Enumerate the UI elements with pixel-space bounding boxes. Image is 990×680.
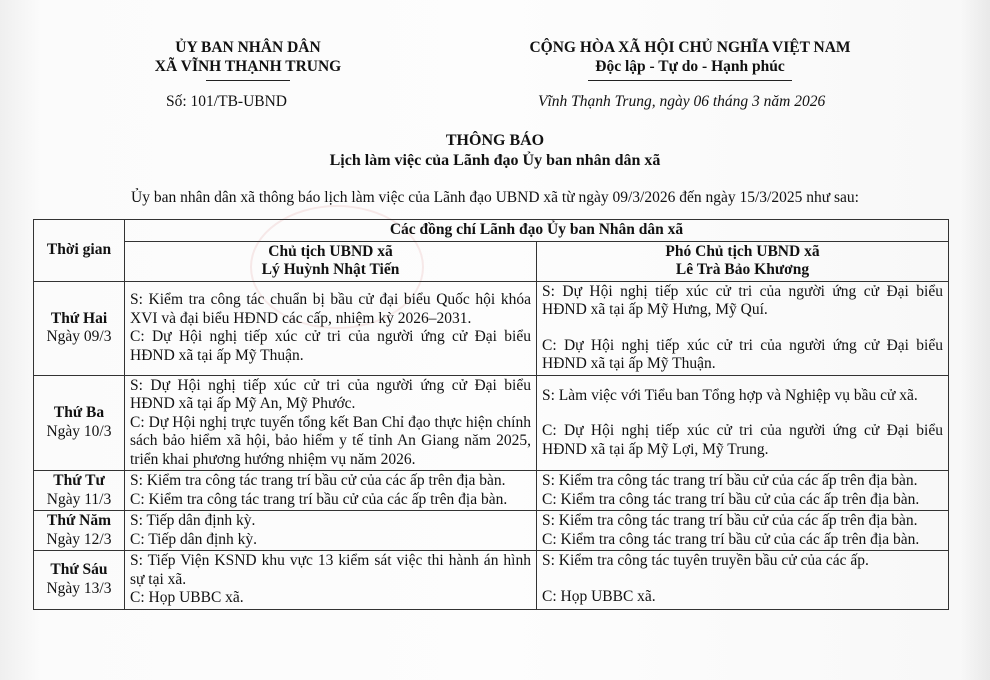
leader2-name: Lê Trà Bảo Khương <box>675 261 810 278</box>
nation-line-1: CỘNG HÒA XÃ HỘI CHỦ NGHĨA VIỆT NAM <box>529 39 851 56</box>
issuing-agency <box>128 38 368 76</box>
leader1-schedule <box>125 375 537 471</box>
day-name: Thứ Sáu <box>50 561 108 579</box>
intro-paragraph: Ủy ban nhân dân xã thông báo lịch làm việc của Lãnh đạo UBND xã từ ngày 09/3/2026 đến ngày 15/3/2025 như sau: <box>131 189 859 206</box>
leader1-header <box>125 241 537 281</box>
morning-task: S: Kiểm tra công tác trang trí bầu cử của các ấp trên địa bàn. <box>542 472 918 489</box>
leader2-schedule <box>537 471 949 511</box>
table-header-row <box>34 220 949 242</box>
afternoon-task: C: Dự Hội nghị trực tuyến tổng kết Ban Chỉ đạo thực hiện chính sách bảo hiểm xã hội, bảo hiểm y tế tỉnh An Giang năm 2025, triển khai phương hướng nhiệm vụ năm 2026. <box>130 413 531 468</box>
day-date: Ngày 10/3 <box>46 422 112 440</box>
leader2-schedule <box>537 281 949 375</box>
morning-task: S: Tiếp dân định kỳ. <box>130 512 256 529</box>
national-motto <box>490 38 890 76</box>
afternoon-task: C: Kiểm tra công tác trang trí bầu cử của các ấp trên địa bàn. <box>542 490 920 508</box>
afternoon-task: C: Tiếp dân định kỳ. <box>130 530 258 548</box>
afternoon-task: C: Kiểm tra công tác trang trí bầu cử của các ấp trên địa bàn. <box>130 490 508 508</box>
day-cell <box>34 511 125 551</box>
day-cell <box>34 471 125 511</box>
leader2-role: Phó Chủ tịch UBND xã <box>665 242 820 260</box>
morning-task: S: Kiểm tra công tác trang trí bầu cử của các ấp trên địa bàn. <box>130 472 506 489</box>
leader2-schedule <box>537 375 949 471</box>
table-row <box>34 471 949 511</box>
morning-task: S: Kiểm tra công tác chuẩn bị bầu cử đại biểu Quốc hội khóa XVI và đại biểu HĐND các cấp, nhiệm kỳ 2026–2031. <box>130 291 531 327</box>
afternoon-task: C: Dự Hội nghị tiếp xúc cử tri của người ứng cử Đại biểu HĐND xã tại ấp Mỹ Thuận. <box>130 328 531 364</box>
leader1-schedule <box>125 511 537 551</box>
day-date: Ngày 13/3 <box>46 579 112 597</box>
morning-task: S: Dự Hội nghị tiếp xúc cử tri của người ứng cử Đại biểu HĐND xã tại ấp Mỹ An, Mỹ Phước. <box>130 376 531 412</box>
morning-task: S: Kiểm tra công tác tuyên truyền bầu cử của các ấp. <box>542 552 869 569</box>
afternoon-task: C: Kiểm tra công tác trang trí bầu cử của các ấp trên địa bàn. <box>542 530 920 548</box>
leader1-schedule <box>125 281 537 375</box>
table-row <box>34 281 949 375</box>
table-subheader-row <box>34 241 949 281</box>
afternoon-task: C: Dự Hội nghị tiếp xúc cử tri của người ứng cử Đại biểu HĐND xã tại ấp Mỹ Lợi, Mỹ Trung. <box>542 422 943 458</box>
leaders-group-header: Các đồng chí Lãnh đạo Ủy ban Nhân dân xã <box>125 220 949 242</box>
time-column-header: Thời gian <box>34 220 125 282</box>
morning-task: S: Kiểm tra công tác trang trí bầu cử của các ấp trên địa bàn. <box>542 512 918 529</box>
table-row <box>34 375 949 471</box>
afternoon-task: C: Họp UBBC xã. <box>542 587 656 605</box>
day-date: Ngày 11/3 <box>46 490 112 508</box>
day-date: Ngày 12/3 <box>46 530 112 548</box>
day-cell <box>34 375 125 471</box>
day-date: Ngày 09/3 <box>46 328 112 345</box>
day-name: Thứ Hai <box>50 309 108 327</box>
document-date: Vĩnh Thạnh Trung, ngày 06 tháng 3 năm 2026 <box>538 93 826 110</box>
leader2-schedule <box>537 551 949 610</box>
title-main: THÔNG BÁO <box>445 132 545 149</box>
agency-underline <box>206 80 290 81</box>
afternoon-task: C: Họp UBBC xã. <box>130 589 244 606</box>
schedule-table <box>33 219 949 610</box>
day-cell <box>34 281 125 375</box>
morning-task: S: Tiếp Viện KSND khu vực 13 kiểm sát việc thi hành án hình sự tại xã. <box>130 552 531 588</box>
title-sub: Lịch làm việc của Lãnh đạo Ủy ban nhân dân xã <box>329 152 661 169</box>
afternoon-task: C: Dự Hội nghị tiếp xúc cử tri của người ứng cử Đại biểu HĐND xã tại ấp Mỹ Thuận. <box>542 336 943 372</box>
leader1-role: Chủ tịch UBND xã <box>268 242 393 260</box>
leader1-name: Lý Huỳnh Nhật Tiến <box>261 261 400 278</box>
day-name: Thứ Năm <box>47 512 111 529</box>
day-cell <box>34 551 125 610</box>
leader2-schedule <box>537 511 949 551</box>
document-title <box>0 131 990 171</box>
leader2-header <box>537 241 949 281</box>
document-number: Số: 101/TB-UBND <box>166 93 287 110</box>
nation-line-2: Độc lập - Tự do - Hạnh phúc <box>595 58 785 75</box>
day-name: Thứ Ba <box>53 404 105 422</box>
agency-line-1: ỦY BAN NHÂN DÂN <box>175 39 321 56</box>
leader1-schedule <box>125 551 537 610</box>
motto-underline <box>588 80 792 81</box>
table-row <box>34 551 949 610</box>
agency-line-2: XÃ VĨNH THẠNH TRUNG <box>154 58 342 75</box>
morning-task: S: Dự Hội nghị tiếp xúc cử tri của người ứng cử Đại biểu HĐND xã tại ấp Mỹ Hưng, Mỹ Quí. <box>542 282 943 318</box>
leader1-schedule <box>125 471 537 511</box>
table-row <box>34 511 949 551</box>
morning-task: S: Làm việc với Tiểu ban Tổng hợp và Nghiệp vụ bầu cử xã. <box>542 386 918 404</box>
day-name: Thứ Tư <box>53 472 105 489</box>
